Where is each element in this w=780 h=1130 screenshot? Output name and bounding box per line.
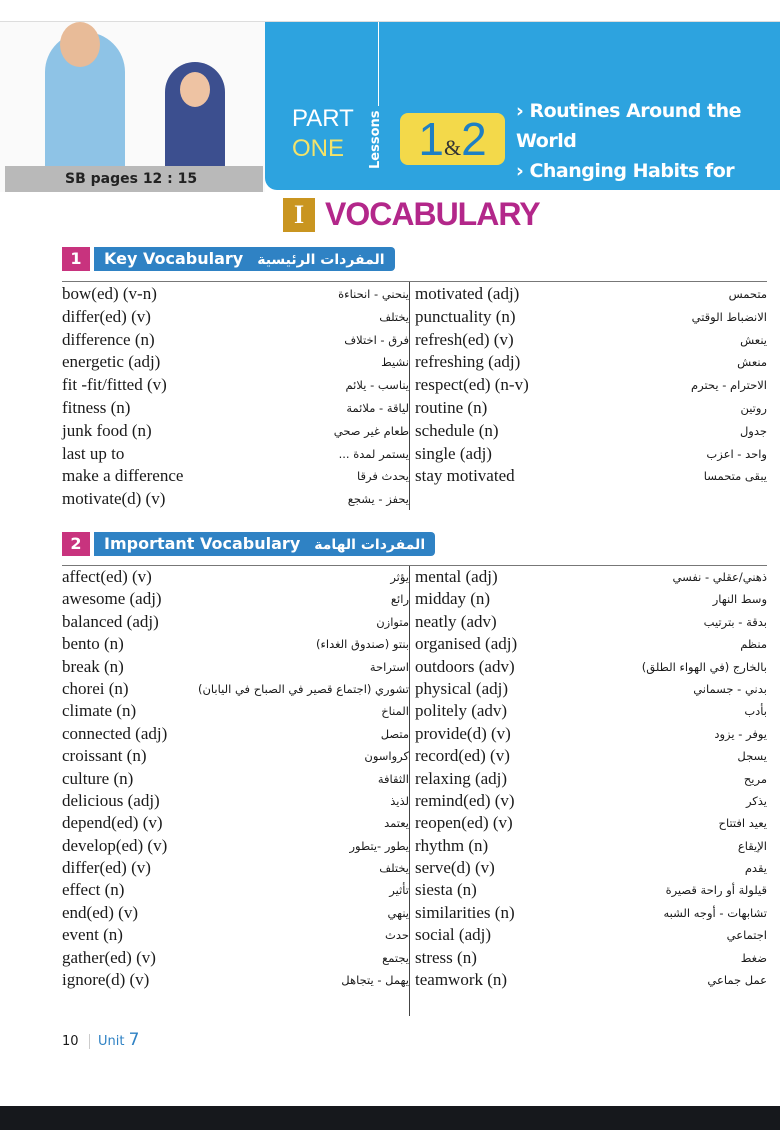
section-number: 2 — [62, 532, 90, 556]
english-term: relaxing (adj) — [415, 768, 508, 788]
lessons-label: Lessons — [368, 110, 383, 170]
arabic-meaning: روتين — [740, 400, 767, 415]
english-term: event (n) — [62, 925, 123, 945]
section-title — [283, 196, 540, 234]
arabic-meaning: فرق - اختلاف — [344, 332, 409, 347]
arabic-meaning: الانضباط الوقتي — [691, 309, 767, 324]
title-text: VOCABULARY — [325, 196, 540, 232]
part-text: PART — [292, 105, 354, 132]
english-term: physical (adj) — [415, 678, 508, 698]
english-term: provide(d) (v) — [415, 723, 511, 743]
arabic-meaning: يحفز - يشجع — [347, 492, 409, 507]
key-vocabulary-table — [62, 283, 767, 511]
english-term: refreshing (adj) — [415, 352, 521, 372]
english-term: balanced (adj) — [62, 611, 159, 631]
english-term: bento (n) — [62, 634, 124, 654]
english-term: culture (n) — [62, 768, 134, 788]
arabic-meaning: مريح — [743, 771, 767, 786]
arabic-meaning: متصل — [380, 726, 409, 741]
arabic-meaning: يسجل — [737, 749, 767, 764]
key-vocabulary-header — [62, 247, 395, 271]
arabic-meaning: ينحني - انحناءة — [338, 287, 409, 301]
section-label: Important Vocabulary المفردات الهامة — [94, 532, 435, 556]
arabic-meaning: الثقافة — [377, 771, 409, 786]
lesson-numbers — [400, 113, 505, 165]
vocab-row — [62, 969, 767, 991]
vocab-row — [62, 812, 767, 834]
english-term: rhythm (n) — [415, 835, 489, 855]
vocab-row — [62, 768, 767, 790]
vocab-row — [62, 879, 767, 901]
english-term: ignore(d) (v) — [62, 970, 150, 990]
lesson-1: 1 — [418, 113, 444, 165]
arabic-meaning: يبقى متحمسا — [703, 469, 767, 484]
english-term: respect(ed) (n-v) — [415, 375, 529, 395]
english-term: last up to — [62, 443, 125, 463]
english-term: affect(ed) (v) — [62, 567, 152, 586]
vocab-row — [62, 924, 767, 946]
arabic-meaning: تشابهات - أوجه الشبه — [663, 905, 767, 920]
english-term: serve(d) (v) — [415, 858, 495, 878]
arabic-meaning: المناخ — [381, 704, 409, 719]
vocab-row — [62, 420, 767, 443]
english-term: junk food (n) — [62, 420, 152, 440]
page-footer — [62, 1030, 139, 1050]
arabic-meaning: طعام غير صحي — [333, 423, 409, 438]
girl-head — [180, 72, 210, 107]
english-term: teamwork (n) — [415, 970, 508, 990]
english-term: differ(ed) (v) — [62, 306, 151, 326]
english-term: gather(ed) (v) — [62, 947, 156, 967]
english-term: climate (n) — [62, 701, 137, 721]
ampersand: & — [443, 135, 462, 160]
arabic-meaning: منعش — [737, 355, 767, 370]
vocab-row — [62, 283, 767, 306]
arabic-meaning: يعتمد — [384, 816, 409, 831]
arabic-meaning: تأثير — [389, 883, 409, 898]
arabic-meaning: يحدث فرقا — [357, 469, 409, 484]
vocab-row — [62, 351, 767, 374]
vocab-row — [62, 374, 767, 397]
sb-pages-label: SB pages 12 : 15 — [5, 166, 263, 192]
arabic-meaning: نشيط — [381, 355, 409, 370]
english-term: routine (n) — [415, 397, 488, 417]
english-term: remind(ed) (v) — [415, 790, 515, 810]
english-term: make a difference — [62, 466, 184, 486]
lesson-2: 2 — [461, 113, 487, 165]
english-term: social (adj) — [415, 925, 491, 945]
arabic-meaning: يهمل - يتجاهل — [341, 973, 409, 988]
arabic-meaning: حدث — [385, 928, 409, 943]
vocab-row — [62, 656, 767, 678]
top-edge — [0, 0, 780, 22]
important-vocabulary-table — [62, 566, 767, 991]
english-term: mental (adj) — [415, 567, 498, 586]
vocab-row — [62, 723, 767, 745]
lesson-topics — [516, 96, 780, 216]
english-term: differ(ed) (v) — [62, 858, 151, 878]
arabic-meaning: يوفر - يزود — [714, 726, 767, 741]
vocab-row — [62, 611, 767, 633]
english-term: neatly (adv) — [415, 611, 497, 631]
english-term: single (adj) — [415, 443, 492, 463]
arabic-meaning: وسط النهار — [712, 592, 767, 607]
arabic-meaning: يذكر — [745, 793, 767, 808]
english-term: politely (adv) — [415, 701, 508, 721]
arabic-meaning: ينعش — [740, 332, 767, 347]
arabic-meaning: بالخارج (في الهواء الطلق) — [641, 659, 767, 674]
important-vocabulary-header — [62, 532, 435, 556]
english-term: record(ed) (v) — [415, 746, 510, 766]
arabic-meaning: منظم — [740, 637, 767, 652]
arabic-meaning: قيلولة أو راحة قصيرة — [665, 883, 767, 898]
english-term: similarities (n) — [415, 902, 515, 922]
vocab-row — [62, 397, 767, 420]
english-term: siesta (n) — [415, 880, 477, 900]
english-term: motivate(d) (v) — [62, 489, 166, 509]
arabic-meaning: بنتو (صندوق الغداء) — [316, 637, 409, 652]
title-numeral: I — [283, 198, 315, 232]
vocab-row — [62, 566, 767, 588]
arabic-meaning: الإيقاع — [737, 838, 767, 853]
arabic-meaning: اجتماعي — [726, 928, 767, 943]
english-term: punctuality (n) — [415, 306, 516, 326]
arabic-meaning: ذهني/عقلي - نفسي — [672, 570, 767, 584]
arabic-meaning: بدقة - بترتيب — [703, 614, 767, 629]
arabic-meaning: يقدم — [744, 861, 767, 876]
arabic-meaning: بأدب — [744, 704, 767, 719]
vocab-row — [62, 588, 767, 610]
vocab-row — [62, 700, 767, 722]
vocab-row — [62, 306, 767, 329]
english-term: stay motivated — [415, 466, 515, 486]
english-term: develop(ed) (v) — [62, 835, 168, 855]
arabic-meaning: يؤثر — [390, 570, 409, 584]
unit-label: Unit 7 — [98, 1030, 140, 1050]
section-label: Key Vocabulary المفردات الرئيسية — [94, 247, 395, 271]
vocab-row — [62, 633, 767, 655]
english-term: fitness (n) — [62, 397, 131, 417]
arabic-meaning: واحد - اعزب — [706, 446, 767, 461]
arabic-meaning: تشوري (اجتماع قصير في الصباح في اليابان) — [198, 681, 409, 696]
vocab-row — [62, 443, 767, 466]
english-term: connected (adj) — [62, 723, 168, 743]
vocab-row — [62, 947, 767, 969]
english-term: reopen(ed) (v) — [415, 813, 513, 833]
vocab-row — [62, 465, 767, 488]
english-term: outdoors (adv) — [415, 656, 515, 676]
section-number: 1 — [62, 247, 90, 271]
arabic-meaning: يختلف — [379, 861, 409, 876]
english-term: awesome (adj) — [62, 589, 162, 609]
arabic-meaning: جدول — [739, 423, 767, 438]
arabic-meaning: لذيذ — [390, 793, 409, 808]
english-term: depend(ed) (v) — [62, 813, 163, 833]
part-label — [292, 104, 354, 164]
vocab-row — [62, 902, 767, 924]
english-term: break (n) — [62, 656, 124, 676]
english-term: fit -fit/fitted (v) — [62, 375, 167, 395]
topic-2: › Changing Habits for — [516, 160, 735, 182]
english-term: organised (adj) — [415, 634, 518, 654]
arabic-meaning: يعيد افتتاح — [718, 816, 767, 831]
arabic-meaning: يستمر لمدة ... — [338, 446, 409, 461]
english-term: end(ed) (v) — [62, 902, 138, 922]
topic-2-cont: a Healthier Life — [530, 190, 688, 212]
arabic-meaning: متحمس — [728, 287, 767, 301]
arabic-meaning: ضغط — [740, 950, 767, 965]
vocab-row — [62, 329, 767, 352]
arabic-meaning: متوازن — [376, 614, 409, 629]
arabic-meaning: يختلف — [379, 309, 409, 324]
english-term: motivated (adj) — [415, 284, 520, 303]
divider — [378, 22, 379, 106]
arabic-meaning: ينهي — [387, 905, 409, 920]
vocab-row — [62, 678, 767, 700]
english-term: difference (n) — [62, 329, 155, 349]
page-number: 10 — [62, 1034, 90, 1049]
english-term: midday (n) — [415, 589, 491, 609]
english-term: schedule (n) — [415, 420, 499, 440]
arabic-meaning: يناسب - يلائم — [345, 378, 409, 393]
arabic-meaning: كرواسون — [364, 749, 409, 764]
arabic-meaning: عمل جماعي — [707, 973, 767, 988]
boy-head — [60, 22, 100, 67]
divider — [62, 281, 767, 282]
part-number: ONE — [292, 135, 345, 162]
english-term: stress (n) — [415, 947, 477, 967]
english-term: effect (n) — [62, 880, 125, 900]
arabic-meaning: يجتمع — [382, 950, 409, 965]
arabic-meaning: الاحترام - يحترم — [690, 378, 767, 393]
vocab-row — [62, 790, 767, 812]
vocab-row — [62, 835, 767, 857]
arabic-meaning: يطور -يتطور — [349, 838, 409, 853]
vocab-row — [62, 488, 767, 511]
arabic-meaning: لياقة - ملائمة — [346, 400, 409, 415]
english-term: energetic (adj) — [62, 352, 161, 372]
arabic-meaning: رائع — [390, 592, 409, 607]
english-term: bow(ed) (v-n) — [62, 284, 157, 303]
vocab-row — [62, 745, 767, 767]
arabic-meaning: استراحة — [369, 659, 409, 674]
arabic-meaning: بدني - جسماني — [693, 681, 767, 696]
vocab-row — [62, 857, 767, 879]
english-term: chorei (n) — [62, 678, 129, 698]
bottom-bar — [0, 1106, 780, 1130]
english-term: delicious (adj) — [62, 790, 160, 810]
english-term: refresh(ed) (v) — [415, 329, 514, 349]
english-term: croissant (n) — [62, 746, 147, 766]
topic-1: › Routines Around the World — [516, 100, 741, 152]
